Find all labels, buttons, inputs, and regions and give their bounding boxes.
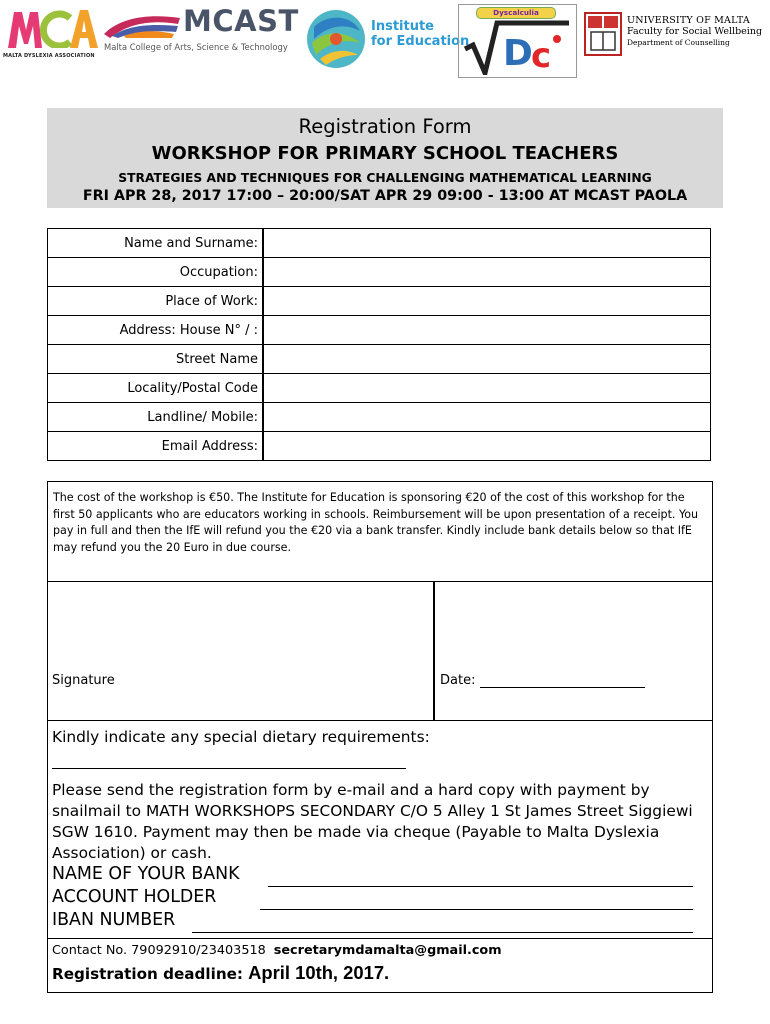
details-frame xyxy=(47,481,713,993)
dyscalculia-label: Dyscalculia xyxy=(476,7,556,19)
contact-email-link[interactable]: secretarymdamalta@gmail.com xyxy=(273,943,502,958)
dyscalculia-logo xyxy=(458,4,577,78)
house-number-input[interactable] xyxy=(263,316,711,345)
ife-line2: for Education xyxy=(371,34,470,49)
street-name-input[interactable] xyxy=(263,345,711,374)
cost-notice: The cost of the workshop is €50. The Institute for Education is sponsoring €20 of the cost of this workshop for the first 50 applicants who are educators working in schools. Reimbursement will be upon presentation of a receipt. You pay in full and then the IfE will refund you the €20 via a bank transfer. Kindly include bank details below so that IfE may refund you the 20 Euro in due course. xyxy=(53,491,699,554)
workshop-subtitle: STRATEGIES AND TECHNIQUES FOR CHALLENGING MATHEMATICAL LEARNING xyxy=(118,171,652,185)
field-label: Street Name xyxy=(48,345,264,374)
workshop-date-venue: FRI APR 28, 2017 17:00 – 20:00/SAT APR 29 09:00 - 13:00 AT MCAST PAOLA xyxy=(82,188,688,204)
bank-name-line[interactable] xyxy=(268,886,693,887)
signature-label: Signature xyxy=(52,673,115,688)
place-of-work-input[interactable] xyxy=(263,287,711,316)
form-title: Registration Form xyxy=(298,115,472,138)
deadline-date: April 10th, 2017. xyxy=(248,962,390,983)
phone-input[interactable] xyxy=(263,403,711,432)
field-row xyxy=(48,316,711,345)
mcast-caption: Malta College of Arts, Science & Technology xyxy=(104,42,288,52)
iban-line[interactable] xyxy=(192,932,693,933)
deadline-label: Registration deadline: xyxy=(52,965,244,983)
field-label: Landline/ Mobile: xyxy=(48,403,264,432)
submission-instructions: Please send the registration form by e-mail and a hard copy with payment by snailmail to MATH WORKSHOPS SECONDARY C/O 5 Alley 1 St James Street Siggiewi SGW 1610. Payment may then be made via cheque (Payable to Malta Dyslexia Association) or cash. xyxy=(52,781,693,862)
field-row xyxy=(48,345,711,374)
um-faculty: Faculty for Social Wellbeing xyxy=(627,26,763,37)
account-holder-line[interactable] xyxy=(260,909,693,910)
date-input-line[interactable] xyxy=(480,687,645,688)
um-crest-icon xyxy=(584,12,622,56)
svg-text:c: c xyxy=(531,36,552,75)
field-label: Email Address: xyxy=(48,432,264,461)
dietary-input-line[interactable] xyxy=(52,768,406,769)
header-box xyxy=(47,108,723,208)
field-label: Place of Work: xyxy=(48,287,264,316)
registration-deadline xyxy=(52,962,389,984)
field-row xyxy=(48,403,711,432)
email-input[interactable] xyxy=(263,432,711,461)
contact-divider xyxy=(48,938,712,939)
name-input[interactable] xyxy=(263,229,711,258)
dietary-prompt: Kindly indicate any special dietary requirements: xyxy=(52,728,430,746)
date-label: Date: xyxy=(440,673,476,688)
svg-text:D: D xyxy=(503,33,533,74)
occupation-input[interactable] xyxy=(263,258,711,287)
um-department: Department of Counselling xyxy=(627,38,730,47)
field-row xyxy=(48,287,711,316)
iban-label: IBAN NUMBER xyxy=(52,910,176,930)
field-label: Occupation: xyxy=(48,258,264,287)
signature-section xyxy=(48,581,712,721)
bank-name-label: NAME OF YOUR BANK xyxy=(52,864,240,884)
field-row xyxy=(48,258,711,287)
mcast-swoosh-icon xyxy=(102,12,182,38)
contact-line xyxy=(52,943,502,958)
logo-strip xyxy=(0,0,770,80)
contact-number: Contact No. 79092910/23403518 xyxy=(52,943,266,958)
locality-postal-input[interactable] xyxy=(263,374,711,403)
ife-emblem-icon xyxy=(306,9,366,69)
account-holder-label: ACCOUNT HOLDER xyxy=(52,887,217,907)
field-row xyxy=(48,432,711,461)
um-wordmark xyxy=(627,15,762,48)
field-label: Address: House N° / : xyxy=(48,316,264,345)
mda-caption: MALTA DYSLEXIA ASSOCIATION xyxy=(3,53,95,59)
field-label: Name and Surname: xyxy=(48,229,264,258)
ife-wordmark xyxy=(371,19,469,49)
registration-fields xyxy=(47,228,711,461)
signature-divider xyxy=(433,582,435,720)
mcast-wordmark: MCAST xyxy=(183,4,299,38)
um-name: UNIVERSITY OF MALTA xyxy=(627,15,750,26)
field-row xyxy=(48,229,711,258)
field-label: Locality/Postal Code xyxy=(48,374,264,403)
field-row xyxy=(48,374,711,403)
ife-line1: Institute xyxy=(371,19,435,34)
square-root-icon xyxy=(463,19,571,75)
workshop-title: WORKSHOP FOR PRIMARY SCHOOL TEACHERS xyxy=(151,143,619,164)
mda-logo xyxy=(8,8,98,48)
